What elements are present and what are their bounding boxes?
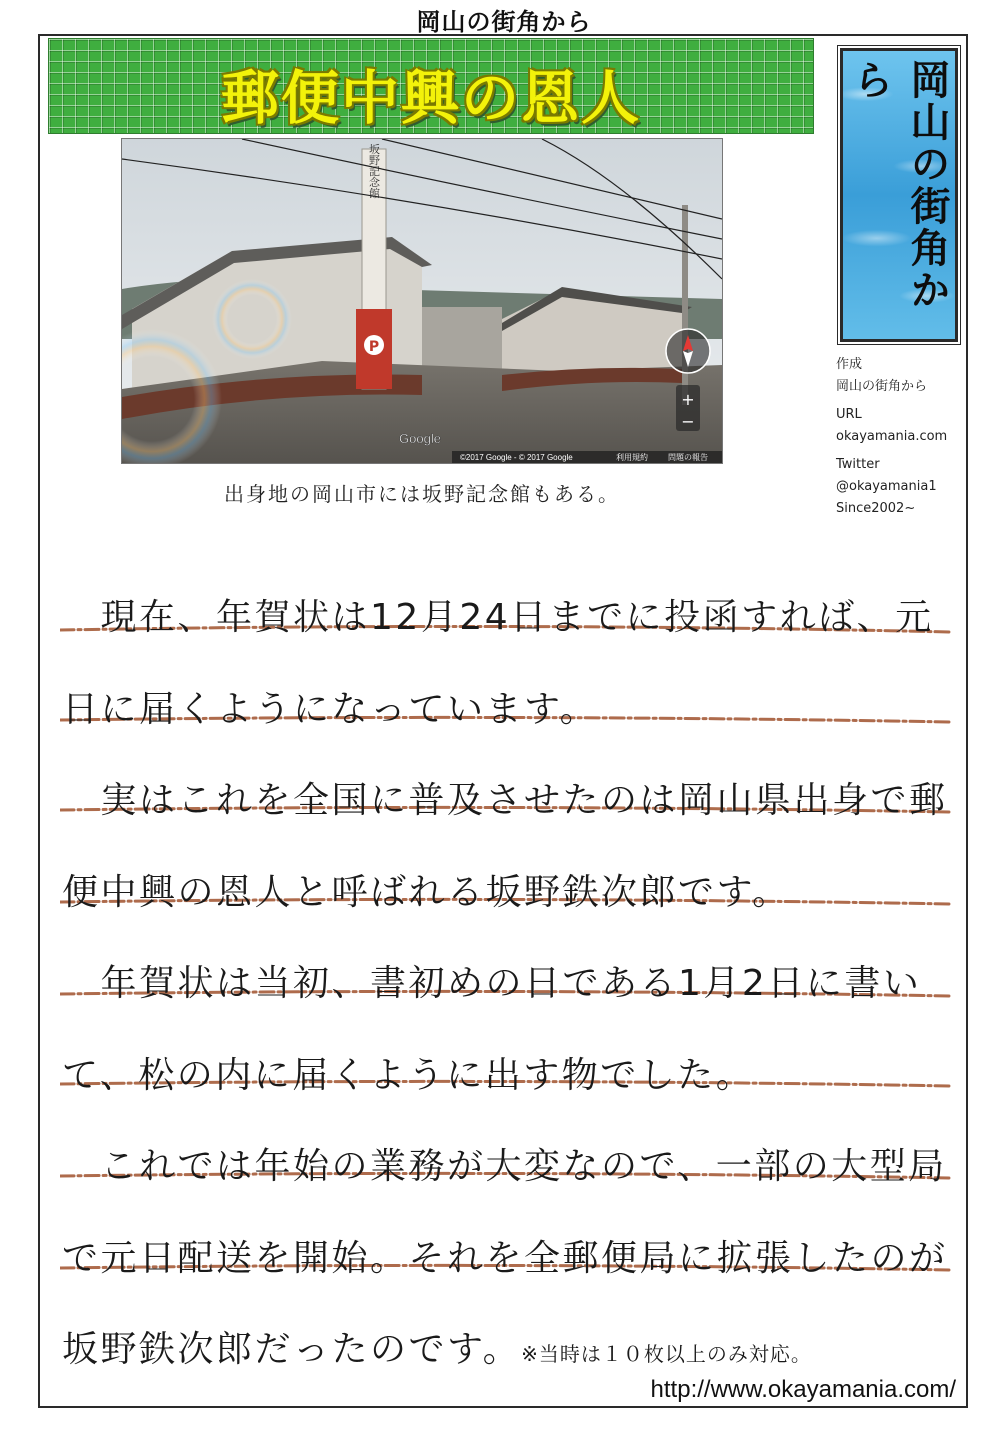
street-view-photo <box>121 138 723 464</box>
twitter-label: Twitter <box>836 457 880 472</box>
side-banner-title: 岡山の街角から <box>847 59 950 311</box>
utility-pole <box>682 205 688 405</box>
paragraph-1 <box>62 572 962 755</box>
footer-url[interactable]: http://www.okayamania.com/ <box>650 1376 956 1403</box>
lens-flare-2 <box>212 279 292 359</box>
pillar-text: 坂野記念館 <box>367 143 381 199</box>
attribution-text: ©2017 Google - © 2017 Google <box>460 453 573 462</box>
paragraph-2-text: 実はこれを全国に普及させたのは岡山県出身で郵便中興の恩人と呼ばれる坂野鉄次郎です。 <box>62 780 948 913</box>
google-logo: Google <box>399 431 441 446</box>
terms-link[interactable]: 利用規約 <box>616 453 648 462</box>
paragraph-3 <box>62 938 962 1121</box>
article-body <box>62 572 962 1401</box>
footnote: ※当時は１０枚以上のみ対応。 <box>521 1342 812 1366</box>
photo-caption: 出身地の岡山市には坂野記念館もある。 <box>224 482 620 506</box>
paragraph-4-text: これでは年始の業務が大変なので、一部の大型局で元日配送を開始。それを全郵便局に拡張したのが坂野鉄次郎だったのです。 <box>62 1146 948 1370</box>
made-by-value: 岡山の街角から <box>836 379 928 394</box>
paragraph-3-text: 年賀状は当初、書初めの日である1月2日に書いて、松の内に届くように出す物でした。 <box>62 963 922 1096</box>
made-by-label: 作成 <box>836 357 863 372</box>
street-view-scene <box>122 139 722 463</box>
paragraph-1-text: 現在、年賀状は12月24日までに投函すれば、元日に届くようになっています。 <box>62 597 934 730</box>
page-title: 郵便中興の恩人 <box>220 64 641 132</box>
series-title: 岡山の街角から <box>416 8 592 36</box>
paragraph-2 <box>62 755 962 938</box>
title-banner <box>48 38 814 134</box>
side-banner <box>840 48 958 342</box>
twitter-handle[interactable]: @okayamania1 <box>836 479 937 494</box>
sidebar-info <box>836 354 966 520</box>
parking-sign-letter: P <box>368 339 380 355</box>
report-link[interactable]: 問題の報告 <box>668 453 708 462</box>
url-value[interactable]: okayamania.com <box>836 429 948 444</box>
since-text: Since2002~ <box>836 501 916 516</box>
zoom-in-button[interactable]: + <box>681 390 695 409</box>
paragraph-4 <box>62 1121 962 1401</box>
zoom-out-button[interactable]: − <box>681 412 695 431</box>
url-label: URL <box>836 407 862 422</box>
